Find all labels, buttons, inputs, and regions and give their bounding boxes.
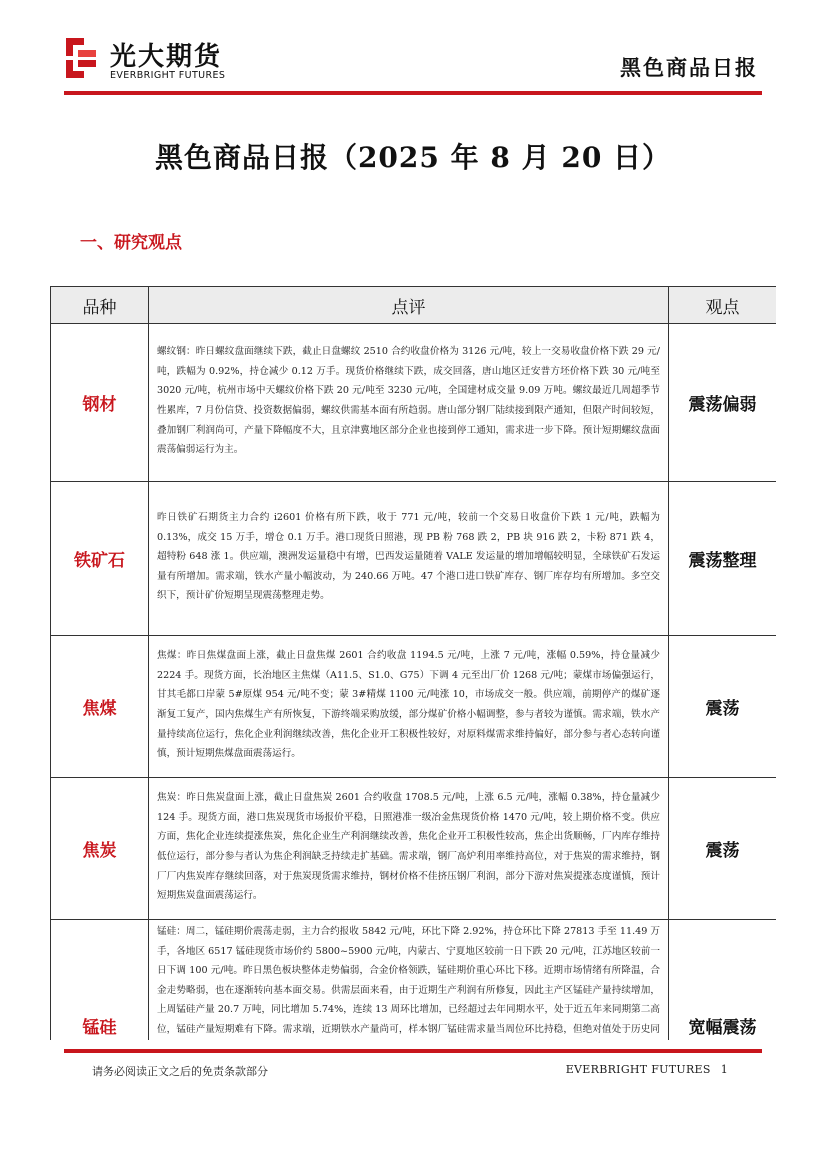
table-row xyxy=(51,482,777,636)
footer-divider xyxy=(64,1049,762,1053)
product-name: 铁矿石 xyxy=(51,482,149,636)
footer-company-name: EVERBRIGHT FUTURES xyxy=(565,1063,711,1076)
column-header-comment: 点评 xyxy=(149,287,669,324)
page-number: 1 xyxy=(720,1063,728,1076)
product-comment: 焦煤：昨日焦煤盘面上涨，截止日盘焦煤 2601 合约收盘 1194.5 元/吨，上涨 7 元/吨，涨幅 0.59%，持仓量减少 2224 手。现货方面，长治地区主焦煤（A11.5、S1.0、G75）下调 4 元至出厂价 1268 元/吨；蒙煤市场偏强运行，甘其毛都口岸蒙 5#原煤 954 元/吨不变；蒙 3#精煤 1100 元/吨涨 10，市场成交一般。供应端，前期停产的煤矿逐渐复工复产，国内焦煤生产有所恢复，下游终端采购放缓，部分煤矿价格小幅调整，参与者较为谨慎。需求端，铁水产量持续高位运行，焦化企业利润继续改善，焦化企业开工积极性较好，对原料煤需求维持偏好，部分参与者心态转向谨慎，预计短期焦煤盘面震荡运行。 xyxy=(149,636,669,778)
footer-company xyxy=(566,1063,728,1076)
product-comment: 锰硅：周二，锰硅期价震荡走弱，主力合约报收 5842 元/吨，环比下降 2.92%，持仓环比下降 27813 手至 11.49 万手，各地区 6517 锰硅现货市场价约 5800~5900 元/吨，内蒙古、宁夏地区较前一日下跌 20 元/吨，江苏地区较前一日下调 100 元/吨。昨日黑色板块整体走势偏弱，合金价格领跌，锰硅期价重心环比下移。近期市场情绪有所降温，合金走势略弱，也在逐渐转向基本面交易。供需层面来看，由于近期生产利润有所修复，因此主产区锰硅产量持续增加，上周锰硅产量 20.7 万吨，同比增加 5.74%，连续 13 周环比增加，已经超过去年同期水平，处于近五年来同期第二高位，锰硅产量短期难有下降。需求端，近期铁水产量尚可，样本钢厂锰硅需求量当周位环比持稳，但绝对值处于历史同 xyxy=(149,920,669,1041)
product-name: 锰硅 xyxy=(51,920,149,1041)
footer-disclaimer: 请务必阅读正文之后的免责条款部分 xyxy=(92,1065,268,1078)
table-row xyxy=(51,778,777,920)
product-view: 震荡 xyxy=(669,778,777,920)
table-row xyxy=(51,636,777,778)
table-header-row xyxy=(51,287,777,324)
logo-chinese-name: 光大期货 xyxy=(110,42,223,72)
product-comment: 昨日铁矿石期货主力合约 i2601 价格有所下跌，收于 771 元/吨，较前一个交易日收盘价下跌 1 元/吨，跌幅为 0.13%，成交 15 万手，增仓 0.1 万手。港口现货日照港，现 PB 粉 768 跌 2，PB 块 916 跌 2，卡粉 871 跌 4，超特粉 648 涨 1。供应端，澳洲发运量稳中有增，巴西发运量随着 VALE 发运量的增加增幅较明显，全球铁矿石发运量有所增加。需求端，铁水产量小幅波动，为 240.66 万吨。47 个港口进口铁矿库存、钢厂库存均有所增加。多空交织下，预计矿价短期呈现震荡整理走势。 xyxy=(149,482,669,636)
product-view: 宽幅震荡 xyxy=(669,920,777,1041)
product-comment: 螺纹钢：昨日螺纹盘面继续下跌，截止日盘螺纹 2510 合约收盘价格为 3126 元/吨，较上一交易收盘价格下跌 29 元/吨，跌幅为 0.92%，持仓减少 0.12 万手。现货价格继续下跌，成交回落，唐山地区迁安普方坯价格下跌 30 元/吨至 3020 元/吨，杭州市场中天螺纹价格下跌 20 元/吨至 3230 元/吨，全国建材成交量 9.09 万吨。螺纹最近几周超季节性累库，7 月份信贷、投资数据偏弱，螺纹供需基本面有所趋弱。唐山部分钢厂陆续接到限产通知，但限产时间较短，叠加钢厂利润尚可，产量下降幅度不大，且京津冀地区部分企业也接到停工通知，需求进一步下降。预计短期螺纹盘面震荡偏弱运行为主。 xyxy=(149,324,669,482)
product-view: 震荡偏弱 xyxy=(669,324,777,482)
logo-english-name: EVERBRIGHT FUTURES xyxy=(110,70,226,81)
page-header xyxy=(64,30,762,100)
everbright-logo-icon xyxy=(64,36,98,80)
table-row xyxy=(51,920,777,1041)
page-title: 黑色商品日报（2025 年 8 月 20 日） xyxy=(154,141,672,174)
research-table-container xyxy=(50,286,776,1040)
product-view: 震荡 xyxy=(669,636,777,778)
header-divider xyxy=(64,91,762,95)
research-table xyxy=(50,286,776,1040)
product-name: 钢材 xyxy=(51,324,149,482)
product-comment: 焦炭：昨日焦炭盘面上涨，截止日盘焦炭 2601 合约收盘 1708.5 元/吨，上涨 6.5 元/吨，涨幅 0.38%，持仓量减少 124 手。现货方面，港口焦炭现货市场报价平稳，日照港准一级冶金焦现货价格 1470 元/吨，较上期价格不变。供应方面，焦化企业连续提涨焦炭，焦化企业生产利润继续改善，焦化企业开工积极性较高，焦企出货顺畅，厂内库存维持低位运行，部分参与者认为焦企利润缺乏持续走扩基础。需求端，钢厂高炉利用率维持高位，对于焦炭的需求维持，钢厂厂内焦炭库存继续回落，对于焦炭现货需求维持，钢材价格不佳挤压钢厂利润，部分下游对焦炭提涨态度谨慎，预计短期焦炭盘面震荡运行。 xyxy=(149,778,669,920)
table-row xyxy=(51,324,777,482)
report-name: 黑色商品日报 xyxy=(620,56,758,80)
product-name: 焦炭 xyxy=(51,778,149,920)
product-name: 焦煤 xyxy=(51,636,149,778)
column-header-view: 观点 xyxy=(669,287,777,324)
company-logo xyxy=(64,36,264,86)
section-heading: 一、研究观点 xyxy=(80,233,182,253)
product-view: 震荡整理 xyxy=(669,482,777,636)
column-header-product: 品种 xyxy=(51,287,149,324)
